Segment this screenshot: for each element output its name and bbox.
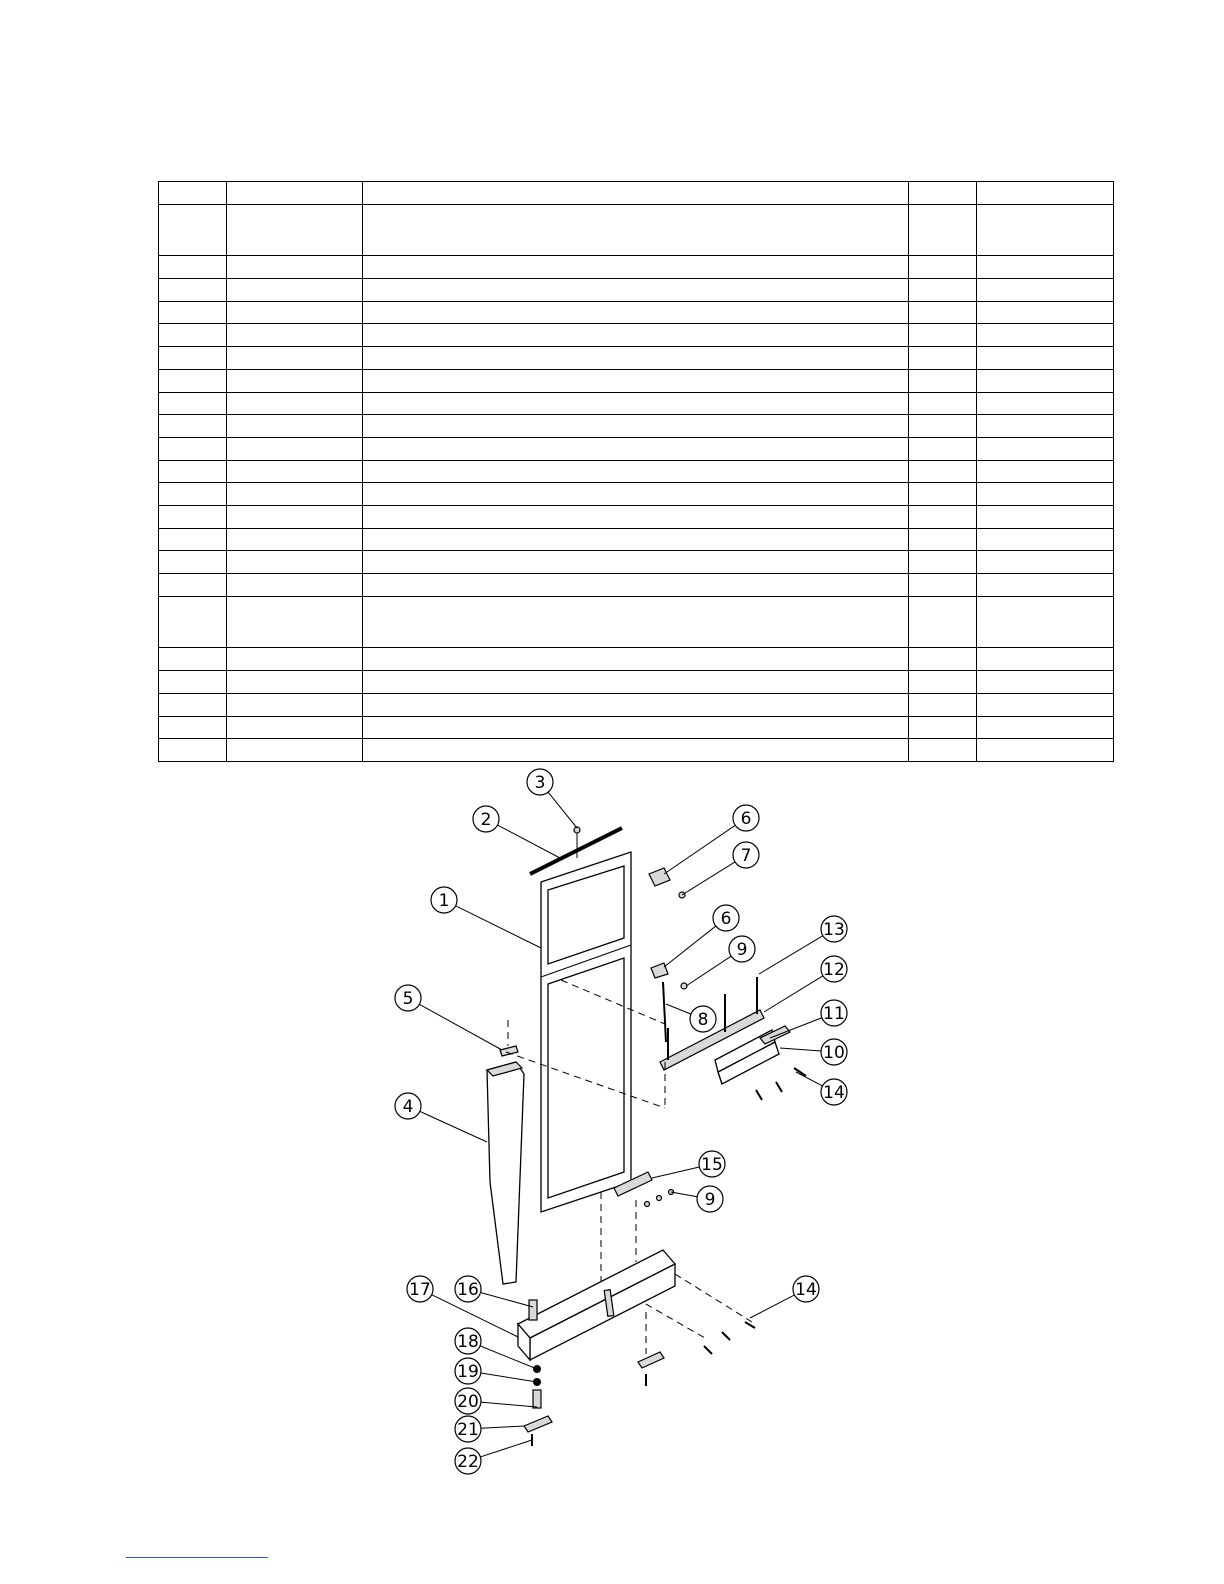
callout-number: 7 bbox=[740, 846, 752, 866]
table-cell bbox=[977, 483, 1114, 506]
table-cell bbox=[227, 506, 363, 529]
table-row bbox=[159, 716, 1114, 739]
table-cell bbox=[227, 324, 363, 347]
table-cell bbox=[159, 739, 227, 762]
table-cell bbox=[227, 739, 363, 762]
table-cell bbox=[909, 324, 977, 347]
table-cell bbox=[977, 506, 1114, 529]
callout-leader bbox=[481, 1402, 537, 1407]
callout-2 bbox=[473, 806, 560, 858]
table-cell bbox=[909, 392, 977, 415]
table-cell bbox=[909, 437, 977, 460]
screw-14-e bbox=[722, 1332, 730, 1340]
table-cell bbox=[363, 256, 909, 279]
table-cell bbox=[909, 574, 977, 597]
table-cell bbox=[909, 301, 977, 324]
table-cell bbox=[977, 528, 1114, 551]
callout-number: 1 bbox=[438, 891, 450, 911]
table-cell bbox=[909, 279, 977, 302]
table-cell bbox=[227, 301, 363, 324]
table-row bbox=[159, 204, 1114, 256]
table-cell bbox=[909, 369, 977, 392]
table-cell bbox=[909, 483, 977, 506]
table-cell bbox=[363, 506, 909, 529]
table-cell bbox=[977, 369, 1114, 392]
callout-number: 10 bbox=[823, 1043, 845, 1063]
table-cell bbox=[159, 279, 227, 302]
table-cell bbox=[909, 204, 977, 256]
callout-leader bbox=[548, 792, 577, 828]
glide-pad-right bbox=[638, 1352, 664, 1368]
table-cell bbox=[159, 574, 227, 597]
table-cell bbox=[909, 739, 977, 762]
callout-9 bbox=[671, 1186, 723, 1212]
callout-number: 8 bbox=[697, 1010, 709, 1030]
table-cell bbox=[977, 551, 1114, 574]
callout-number: 14 bbox=[795, 1280, 817, 1300]
table-cell bbox=[363, 596, 909, 648]
callout-leader bbox=[481, 1292, 533, 1307]
table-cell bbox=[363, 415, 909, 438]
table-cell bbox=[909, 415, 977, 438]
table-cell bbox=[159, 648, 227, 671]
callout-14 bbox=[796, 1072, 847, 1105]
callout-3 bbox=[527, 769, 577, 828]
table-cell bbox=[977, 415, 1114, 438]
table-cell bbox=[909, 460, 977, 483]
callout-leader bbox=[796, 1072, 822, 1086]
callout-20 bbox=[455, 1388, 537, 1414]
table-header-cell bbox=[159, 182, 227, 205]
callout-leader bbox=[682, 862, 735, 895]
callout-21 bbox=[455, 1416, 524, 1442]
callout-8 bbox=[666, 1004, 716, 1032]
table-row bbox=[159, 437, 1114, 460]
table-row bbox=[159, 551, 1114, 574]
table-cell bbox=[977, 392, 1114, 415]
callout-leader bbox=[671, 1192, 697, 1197]
table-cell bbox=[159, 671, 227, 694]
table-cell bbox=[909, 256, 977, 279]
table-cell bbox=[363, 279, 909, 302]
table-row bbox=[159, 415, 1114, 438]
table-cell bbox=[363, 437, 909, 460]
table-row bbox=[159, 528, 1114, 551]
table-cell bbox=[227, 392, 363, 415]
parts-table-body bbox=[159, 182, 1114, 762]
callout-number: 21 bbox=[457, 1420, 479, 1440]
table-cell bbox=[977, 256, 1114, 279]
table-cell bbox=[227, 574, 363, 597]
callout-16 bbox=[455, 1276, 533, 1307]
callout-number: 13 bbox=[823, 920, 845, 940]
table-cell bbox=[159, 256, 227, 279]
table-cell bbox=[227, 256, 363, 279]
table-header-cell bbox=[363, 182, 909, 205]
table-cell bbox=[159, 483, 227, 506]
long-bolt bbox=[663, 982, 666, 1042]
table-cell bbox=[909, 347, 977, 370]
table-cell bbox=[977, 301, 1114, 324]
table-cell bbox=[363, 324, 909, 347]
callout-leader bbox=[456, 906, 541, 948]
table-cell bbox=[363, 528, 909, 551]
table-cell bbox=[363, 716, 909, 739]
table-cell bbox=[159, 324, 227, 347]
table-cell bbox=[227, 369, 363, 392]
callout-number: 12 bbox=[823, 960, 845, 980]
callout-leader bbox=[770, 1018, 822, 1038]
table-cell bbox=[363, 460, 909, 483]
table-cell bbox=[909, 693, 977, 716]
callout-4 bbox=[395, 1093, 487, 1142]
table-cell bbox=[363, 551, 909, 574]
table-cell bbox=[227, 693, 363, 716]
table-cell bbox=[909, 506, 977, 529]
table-cell bbox=[227, 528, 363, 551]
table-row bbox=[159, 671, 1114, 694]
callout-number: 11 bbox=[823, 1004, 845, 1024]
table-cell bbox=[363, 693, 909, 716]
callout-leader bbox=[420, 1111, 487, 1142]
table-cell bbox=[159, 460, 227, 483]
table-cell bbox=[363, 574, 909, 597]
cabinet-side-panel bbox=[541, 852, 631, 1212]
callout-leader bbox=[481, 1373, 537, 1382]
table-cell bbox=[159, 415, 227, 438]
table-cell bbox=[977, 574, 1114, 597]
table-cell bbox=[363, 648, 909, 671]
small-plate bbox=[500, 1020, 518, 1056]
table-cell bbox=[363, 347, 909, 370]
table-cell bbox=[227, 347, 363, 370]
screw-14-f bbox=[745, 1322, 755, 1328]
table-cell bbox=[977, 739, 1114, 762]
table-row bbox=[159, 369, 1114, 392]
table-row bbox=[159, 693, 1114, 716]
callout-15 bbox=[652, 1151, 725, 1178]
table-cell bbox=[159, 301, 227, 324]
callout-number: 2 bbox=[480, 810, 492, 830]
callout-number: 16 bbox=[457, 1280, 479, 1300]
callout-leader bbox=[419, 1004, 502, 1050]
table-cell bbox=[977, 693, 1114, 716]
pin-16 bbox=[529, 1300, 537, 1320]
screw-14-c bbox=[794, 1068, 806, 1076]
table-cell bbox=[363, 483, 909, 506]
callout-number: 6 bbox=[740, 809, 752, 829]
callout-number: 18 bbox=[457, 1332, 479, 1352]
table-row bbox=[159, 256, 1114, 279]
table-cell bbox=[977, 648, 1114, 671]
screw-14-b bbox=[776, 1082, 782, 1092]
table-cell bbox=[909, 528, 977, 551]
table-cell bbox=[227, 415, 363, 438]
table-cell bbox=[909, 716, 977, 739]
table-row bbox=[159, 392, 1114, 415]
callout-number: 22 bbox=[457, 1452, 479, 1472]
callout-leader bbox=[759, 936, 823, 974]
table-cell bbox=[159, 392, 227, 415]
callout-number: 20 bbox=[457, 1392, 479, 1412]
parts-table bbox=[158, 181, 1114, 762]
callout-leader bbox=[764, 976, 823, 1012]
table-cell bbox=[227, 204, 363, 256]
callout-leader bbox=[481, 1426, 524, 1428]
table-row bbox=[159, 460, 1114, 483]
callout-leader bbox=[686, 956, 731, 986]
callout-number: 15 bbox=[701, 1155, 723, 1175]
callout-number: 9 bbox=[704, 1190, 716, 1210]
corner-bracket-upper bbox=[649, 868, 670, 886]
table-row bbox=[159, 279, 1114, 302]
table-cell bbox=[977, 671, 1114, 694]
table-cell bbox=[227, 437, 363, 460]
table-header-cell bbox=[909, 182, 977, 205]
callout-number: 5 bbox=[402, 989, 414, 1009]
callout-10 bbox=[780, 1039, 847, 1065]
screw-14-d bbox=[704, 1346, 712, 1354]
table-cell bbox=[909, 596, 977, 648]
table-cell bbox=[159, 693, 227, 716]
screw-14-a bbox=[756, 1090, 762, 1100]
table-cell bbox=[227, 596, 363, 648]
tapered-leg bbox=[487, 1062, 524, 1284]
table-cell bbox=[227, 279, 363, 302]
screw-9-lower-a bbox=[645, 1202, 650, 1207]
callout-number: 9 bbox=[736, 940, 748, 960]
table-header-cell bbox=[977, 182, 1114, 205]
callout-number: 4 bbox=[402, 1097, 414, 1117]
glide-pad-21 bbox=[524, 1416, 552, 1432]
callout-9 bbox=[686, 936, 755, 986]
callout-leader bbox=[480, 1440, 532, 1457]
table-cell bbox=[909, 671, 977, 694]
table-row bbox=[159, 301, 1114, 324]
callout-14 bbox=[750, 1276, 819, 1318]
exploded-parts-diagram bbox=[0, 762, 1224, 1552]
table-cell bbox=[363, 301, 909, 324]
table-cell bbox=[363, 671, 909, 694]
table-row bbox=[159, 324, 1114, 347]
table-cell bbox=[227, 460, 363, 483]
table-cell bbox=[909, 648, 977, 671]
table-cell bbox=[159, 506, 227, 529]
table-cell bbox=[977, 324, 1114, 347]
callout-number: 3 bbox=[534, 773, 546, 793]
leveler-20 bbox=[533, 1390, 541, 1408]
table-cell bbox=[977, 460, 1114, 483]
table-row bbox=[159, 648, 1114, 671]
footer-rule bbox=[126, 1557, 268, 1558]
table-cell bbox=[363, 369, 909, 392]
table-cell bbox=[227, 716, 363, 739]
callout-leader bbox=[666, 1004, 691, 1014]
callout-leader bbox=[652, 1167, 699, 1178]
callout-22 bbox=[455, 1440, 532, 1474]
table-cell bbox=[227, 648, 363, 671]
callout-7 bbox=[682, 842, 759, 895]
table-cell bbox=[159, 204, 227, 256]
table-cell bbox=[159, 596, 227, 648]
table-cell bbox=[363, 739, 909, 762]
table-cell bbox=[159, 437, 227, 460]
table-cell bbox=[977, 437, 1114, 460]
table-cell bbox=[363, 392, 909, 415]
callout-leader bbox=[750, 1295, 794, 1318]
table-row bbox=[159, 574, 1114, 597]
screw-9-lower-b bbox=[657, 1196, 662, 1201]
table-cell bbox=[363, 204, 909, 256]
table-cell bbox=[227, 483, 363, 506]
table-cell bbox=[977, 204, 1114, 256]
callout-number: 14 bbox=[823, 1083, 845, 1103]
callout-5 bbox=[395, 985, 502, 1050]
table-cell bbox=[977, 716, 1114, 739]
table-cell bbox=[227, 671, 363, 694]
callout-1 bbox=[431, 887, 541, 948]
callout-number: 19 bbox=[457, 1362, 479, 1382]
table-cell bbox=[159, 528, 227, 551]
callout-number: 6 bbox=[720, 909, 732, 929]
table-cell bbox=[159, 716, 227, 739]
table-row bbox=[159, 506, 1114, 529]
table-row bbox=[159, 483, 1114, 506]
table-row bbox=[159, 596, 1114, 648]
table-cell bbox=[977, 347, 1114, 370]
table-row bbox=[159, 347, 1114, 370]
table-cell bbox=[159, 551, 227, 574]
table-cell bbox=[977, 279, 1114, 302]
table-header-cell bbox=[227, 182, 363, 205]
callout-leader bbox=[664, 926, 716, 967]
table-cell bbox=[909, 551, 977, 574]
callout-number: 17 bbox=[409, 1280, 431, 1300]
table-row bbox=[159, 739, 1114, 762]
callout-6 bbox=[664, 905, 739, 967]
callout-leader bbox=[498, 825, 560, 858]
callout-leader bbox=[664, 825, 735, 874]
table-cell bbox=[159, 347, 227, 370]
table-cell bbox=[227, 551, 363, 574]
table-cell bbox=[977, 596, 1114, 648]
base-rail bbox=[518, 1250, 675, 1360]
table-header-row bbox=[159, 182, 1114, 205]
callout-19 bbox=[455, 1358, 537, 1384]
callout-leader bbox=[780, 1048, 821, 1051]
table-cell bbox=[159, 369, 227, 392]
